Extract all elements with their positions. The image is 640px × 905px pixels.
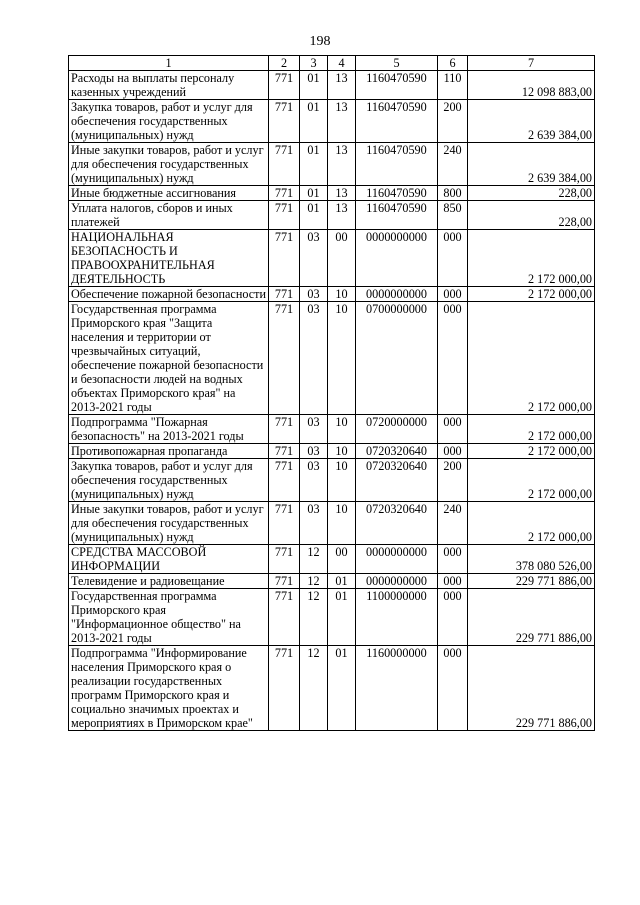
row-subsection-code: 01 [328,574,356,589]
row-name: Иные закупки товаров, работ и услуг для обеспечения государственных (муниципальных) нужд [69,502,269,545]
row-target-code: 1160000000 [356,646,438,731]
row-target-code: 0720320640 [356,459,438,502]
row-subsection-code: 10 [328,502,356,545]
row-name: СРЕДСТВА МАССОВОЙ ИНФОРМАЦИИ [69,545,269,574]
row-subsection-code: 10 [328,459,356,502]
row-expense-type-code: 000 [438,574,468,589]
row-expense-type-code: 200 [438,100,468,143]
row-admin-code: 771 [269,459,300,502]
table-row [69,545,595,574]
row-amount: 228,00 [468,186,595,201]
budget-table [68,55,595,731]
table-row [69,302,595,415]
row-admin-code: 771 [269,71,300,100]
row-subsection-code: 13 [328,143,356,186]
row-admin-code: 771 [269,589,300,646]
row-expense-type-code: 000 [438,302,468,415]
row-amount: 378 080 526,00 [468,545,595,574]
row-admin-code: 771 [269,201,300,230]
row-subsection-code: 13 [328,71,356,100]
row-amount: 229 771 886,00 [468,589,595,646]
row-name: Расходы на выплаты персоналу казенных учреждений [69,71,269,100]
row-admin-code: 771 [269,574,300,589]
table-row [69,646,595,731]
row-amount: 2 172 000,00 [468,287,595,302]
row-amount: 2 172 000,00 [468,444,595,459]
table-row [69,230,595,287]
row-amount: 229 771 886,00 [468,574,595,589]
table-header-row [69,56,595,71]
row-expense-type-code: 000 [438,589,468,646]
row-target-code: 0720320640 [356,502,438,545]
row-expense-type-code: 000 [438,444,468,459]
row-subsection-code: 10 [328,444,356,459]
table-row [69,287,595,302]
row-section-code: 01 [300,100,328,143]
row-target-code: 0720000000 [356,415,438,444]
row-admin-code: 771 [269,646,300,731]
row-section-code: 01 [300,186,328,201]
row-section-code: 03 [300,502,328,545]
table-row [69,143,595,186]
row-expense-type-code: 000 [438,230,468,287]
row-amount: 2 172 000,00 [468,459,595,502]
header-col-4: 4 [328,56,356,71]
row-subsection-code: 10 [328,302,356,415]
row-subsection-code: 00 [328,230,356,287]
row-expense-type-code: 110 [438,71,468,100]
row-expense-type-code: 850 [438,201,468,230]
header-col-5: 5 [356,56,438,71]
row-admin-code: 771 [269,230,300,287]
row-subsection-code: 13 [328,201,356,230]
row-expense-type-code: 000 [438,287,468,302]
row-amount: 229 771 886,00 [468,646,595,731]
row-expense-type-code: 000 [438,646,468,731]
row-section-code: 12 [300,545,328,574]
row-admin-code: 771 [269,143,300,186]
row-subsection-code: 00 [328,545,356,574]
row-name: Телевидение и радиовещание [69,574,269,589]
row-name: Закупка товаров, работ и услуг для обеспечения государственных (муниципальных) нужд [69,100,269,143]
row-name: Противопожарная пропаганда [69,444,269,459]
row-expense-type-code: 200 [438,459,468,502]
row-target-code: 0000000000 [356,230,438,287]
row-section-code: 12 [300,589,328,646]
row-target-code: 0000000000 [356,545,438,574]
row-admin-code: 771 [269,100,300,143]
row-admin-code: 771 [269,287,300,302]
page-number: 198 [309,34,331,49]
table-row [69,201,595,230]
table-row [69,415,595,444]
row-admin-code: 771 [269,444,300,459]
row-amount: 228,00 [468,201,595,230]
row-subsection-code: 01 [328,646,356,731]
row-name: Подпрограмма "Информирование населения Приморского края о реализации государственных программ Приморского края и социально значимых проектах и мероприятиях в Приморском крае" [69,646,269,731]
row-expense-type-code: 240 [438,143,468,186]
row-amount: 12 098 883,00 [468,71,595,100]
row-admin-code: 771 [269,186,300,201]
row-target-code: 0700000000 [356,302,438,415]
row-expense-type-code: 800 [438,186,468,201]
row-section-code: 01 [300,71,328,100]
row-amount: 2 639 384,00 [468,143,595,186]
header-col-7: 7 [468,56,595,71]
row-subsection-code: 10 [328,415,356,444]
row-expense-type-code: 000 [438,415,468,444]
row-name: Подпрограмма "Пожарная безопасность" на 2013-2021 годы [69,415,269,444]
table-row [69,589,595,646]
row-target-code: 1160470590 [356,201,438,230]
row-target-code: 1160470590 [356,186,438,201]
row-admin-code: 771 [269,502,300,545]
row-target-code: 0720320640 [356,444,438,459]
row-section-code: 03 [300,444,328,459]
row-amount: 2 172 000,00 [468,502,595,545]
row-section-code: 01 [300,201,328,230]
row-name: Иные закупки товаров, работ и услуг для обеспечения государственных (муниципальных) нужд [69,143,269,186]
row-section-code: 03 [300,415,328,444]
row-section-code: 12 [300,646,328,731]
row-amount: 2 172 000,00 [468,302,595,415]
row-admin-code: 771 [269,415,300,444]
row-name: Государственная программа Приморского края "Защита населения и территории от чрезвычайных ситуаций, обеспечение пожарной безопасности и безопасности людей на водных объектах Приморского края" на 2013-2021 годы [69,302,269,415]
row-subsection-code: 13 [328,100,356,143]
row-section-code: 12 [300,574,328,589]
row-target-code: 1100000000 [356,589,438,646]
table-row [69,71,595,100]
table-row [69,574,595,589]
row-name: Государственная программа Приморского края "Информационное общество" на 2013-2021 годы [69,589,269,646]
row-subsection-code: 10 [328,287,356,302]
row-section-code: 03 [300,459,328,502]
row-subsection-code: 13 [328,186,356,201]
row-expense-type-code: 000 [438,545,468,574]
row-admin-code: 771 [269,545,300,574]
row-section-code: 03 [300,302,328,415]
row-name: Уплата налогов, сборов и иных платежей [69,201,269,230]
row-name: НАЦИОНАЛЬНАЯ БЕЗОПАСНОСТЬ И ПРАВООХРАНИТЕЛЬНАЯ ДЕЯТЕЛЬНОСТЬ [69,230,269,287]
row-section-code: 03 [300,230,328,287]
row-name: Иные бюджетные ассигнования [69,186,269,201]
row-target-code: 0000000000 [356,287,438,302]
row-name: Закупка товаров, работ и услуг для обеспечения государственных (муниципальных) нужд [69,459,269,502]
table-row [69,459,595,502]
row-target-code: 0000000000 [356,574,438,589]
row-amount: 2 172 000,00 [468,230,595,287]
table-row [69,186,595,201]
header-col-1: 1 [69,56,269,71]
row-section-code: 03 [300,287,328,302]
table-row [69,502,595,545]
row-target-code: 1160470590 [356,71,438,100]
row-target-code: 1160470590 [356,143,438,186]
table-row [69,100,595,143]
row-amount: 2 639 384,00 [468,100,595,143]
row-amount: 2 172 000,00 [468,415,595,444]
row-name: Обеспечение пожарной безопасности [69,287,269,302]
header-col-2: 2 [269,56,300,71]
row-expense-type-code: 240 [438,502,468,545]
header-col-3: 3 [300,56,328,71]
row-section-code: 01 [300,143,328,186]
table-row [69,444,595,459]
header-col-6: 6 [438,56,468,71]
row-target-code: 1160470590 [356,100,438,143]
row-admin-code: 771 [269,302,300,415]
row-subsection-code: 01 [328,589,356,646]
